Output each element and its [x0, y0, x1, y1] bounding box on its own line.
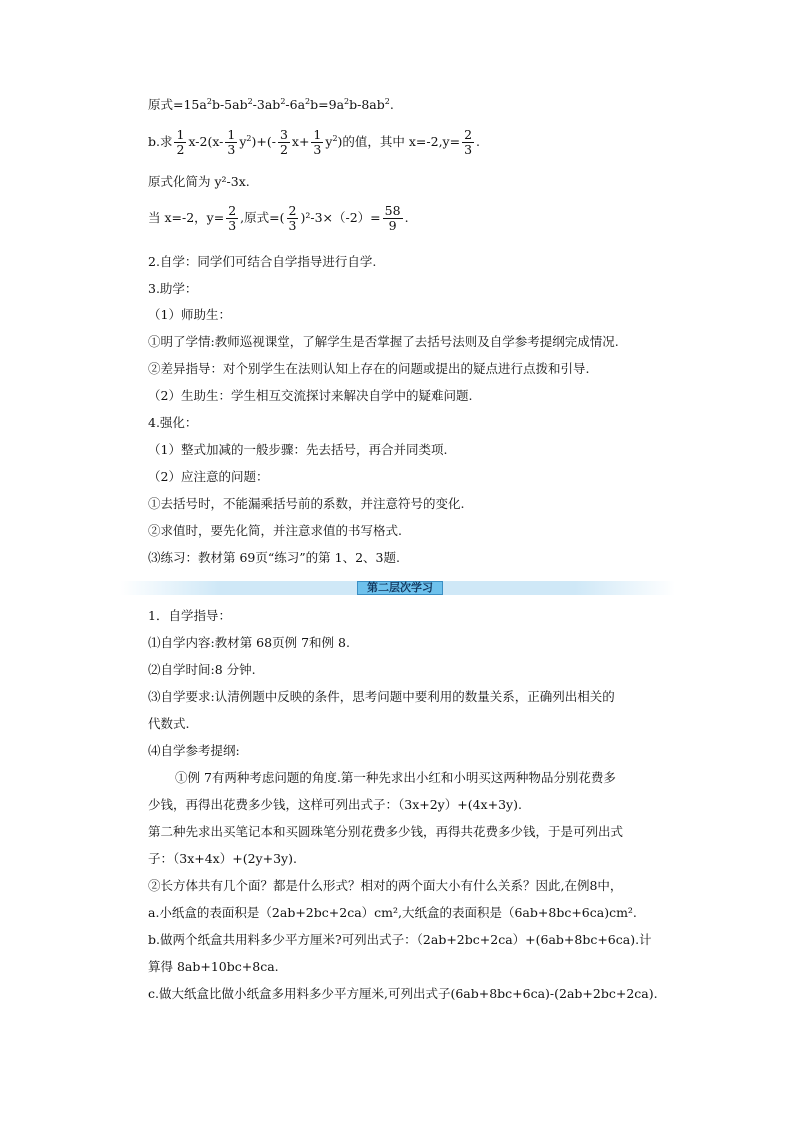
numerator: 1 [313, 127, 322, 142]
sup: 2 [206, 97, 212, 106]
text: . [404, 210, 409, 225]
text: -6a [285, 97, 306, 112]
line-outline-heading: ⑷自学参考提纲: [148, 743, 240, 758]
sup: 2 [344, 97, 350, 106]
sup: 2 [280, 97, 286, 106]
line-time: ⑵自学时间:8 分钟. [148, 662, 256, 677]
fraction [225, 128, 237, 157]
denominator: 9 [388, 218, 397, 233]
fraction [311, 128, 323, 157]
fraction [226, 204, 238, 233]
line-total-result: 算得 8ab+10bc+8ca. [148, 959, 279, 974]
numerator: 1 [176, 127, 185, 142]
line-exercise: ⑶练习：教材第 69页“练习”的第 1、2、3题. [148, 550, 400, 565]
line-substitution [148, 204, 409, 233]
line-example7: ①例 7有两种考虑问题的角度.第一种先求出小红和小明买这两种物品分别花费多 [175, 770, 616, 785]
sup: 2 [384, 97, 390, 106]
line-evaluate: ②求值时，要先化简，并注意求值的书写格式. [148, 523, 402, 538]
line-steps: （1）整式加减的一般步骤：先去括号，再合并同类项. [148, 442, 448, 457]
fraction [383, 204, 403, 233]
text: b-5ab [211, 97, 248, 112]
numerator: 2 [464, 127, 473, 142]
line-problem-b [148, 128, 480, 157]
text: . [476, 134, 481, 149]
text: . [389, 97, 394, 112]
line-cuboid: ②长方体共有几个面？都是什么形式？相对的两个面大小有什么关系？因此,在例8中， [148, 878, 623, 893]
fraction [278, 128, 290, 157]
text: x-2(x- [188, 134, 224, 149]
line-student-helps: （2）生助生：学生相互交流探讨来解决自学中的疑难问题. [148, 388, 473, 403]
text: -3ab [252, 97, 281, 112]
numerator: 58 [384, 203, 401, 218]
denominator: 3 [228, 218, 237, 233]
text: )的值，其中 x=-2,y= [337, 134, 461, 149]
line-second-method-cont: 子：（3x+4x）+(2y+3y). [148, 851, 297, 866]
text: x+ [291, 134, 310, 149]
sup: 2 [305, 97, 311, 106]
numerator: 1 [227, 127, 236, 142]
line-brackets: ①去括号时，不能漏乘括号前的系数，并注意符号的变化. [148, 496, 465, 511]
line-surface-area: a.小纸盒的表面积是（2ab+2bc+2ca）cm²,大纸盒的表面积是（6ab+8bc+6ca)cm². [148, 905, 637, 920]
text: )²-3×（-2）= [300, 210, 381, 225]
denominator: 3 [313, 142, 322, 157]
text: b.求 [148, 134, 173, 149]
text: y [239, 134, 247, 149]
line-difference: c.做大纸盒比做小纸盒多用料多少平方厘米,可列出式子(6ab+8bc+6ca)-(2ab+2bc+2ca). [148, 986, 658, 1001]
line-understand: ①明了学情:教师巡视课堂，了解学生是否掌握了去括号法则及自学参考提纲完成情况. [148, 334, 619, 349]
section-banner-title: 第二层次学习 [357, 581, 443, 595]
denominator: 2 [176, 142, 185, 157]
line-total-material: b.做两个纸盒共用料多少平方厘米?可列出式子：（2ab+2bc+2ca）+(6ab+8bc+6ca).计 [148, 932, 652, 947]
line-example7-cont: 少钱，再得出花费多少钱，这样可列出式子：（3x+2y）+(4x+3y). [148, 797, 522, 812]
line-content: ⑴自学内容:教材第 68页例 7和例 8. [148, 635, 350, 650]
line-simplified: 原式化简为 y²-3x. [148, 174, 250, 189]
fraction [287, 204, 299, 233]
fraction [462, 128, 474, 157]
text: y [325, 134, 333, 149]
sup: 2 [332, 134, 338, 143]
text: )+(- [251, 134, 276, 149]
line-original-expression [148, 95, 394, 115]
line-attention: （2）应注意的问题： [148, 469, 269, 484]
text: 当 x=-2，y= [148, 210, 225, 225]
fraction [174, 128, 186, 157]
numerator: 2 [228, 203, 237, 218]
text: 原式=15a [148, 97, 207, 112]
numerator: 2 [288, 203, 297, 218]
line-self-study: 2.自学：同学们可结合自学指导进行自学. [148, 254, 377, 269]
line-requirement-cont: 代数式. [148, 716, 190, 731]
denominator: 3 [227, 142, 236, 157]
sup: 2 [247, 97, 253, 106]
text: ,原式=( [240, 210, 285, 225]
numerator: 3 [279, 127, 288, 142]
sup: 2 [246, 134, 252, 143]
line-guidance: ②差异指导：对个别学生在法则认知上存在的问题或提出的疑点进行点拨和引导. [148, 361, 590, 376]
line-requirement: ⑶自学要求:认清例题中反映的条件，思考问题中要利用的数量关系，正确列出相关的 [148, 689, 615, 704]
text: b=9a [310, 97, 345, 112]
denominator: 3 [288, 218, 297, 233]
line-guide-heading: 1．自学指导： [148, 608, 231, 623]
denominator: 2 [279, 142, 288, 157]
line-assist-heading: 3.助学： [148, 281, 198, 296]
text: b-8ab [349, 97, 385, 112]
line-reinforce-heading: 4.强化： [148, 415, 198, 430]
denominator: 3 [464, 142, 473, 157]
line-second-method: 第二种先求出买笔记本和买圆珠笔分别花费多少钱，再得共花费多少钱，于是可列出式 [148, 824, 624, 839]
line-teacher-helps: （1）师助生： [148, 307, 231, 322]
